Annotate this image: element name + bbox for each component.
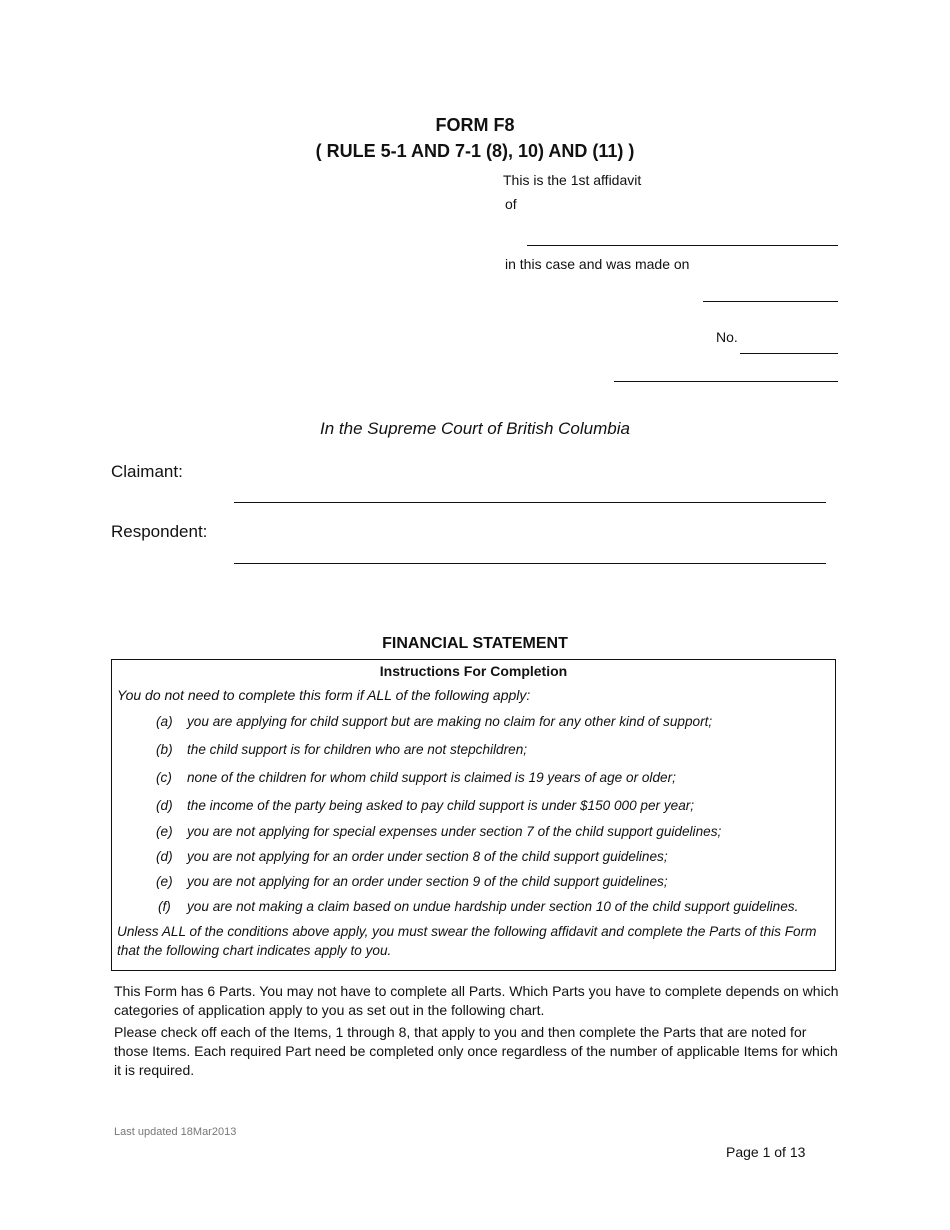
condition-text: you are not making a claim based on undue hardship under section 10 of the child support guidelines. xyxy=(187,899,799,914)
condition-text: you are applying for child support but are making no claim for any other kind of support; xyxy=(187,714,713,729)
condition-text: none of the children for whom child support is claimed is 19 years of age or older; xyxy=(187,770,676,785)
instructions-title: Instructions For Completion xyxy=(379,663,568,679)
condition-letter: (d) xyxy=(156,849,173,864)
last-updated: Last updated 18Mar2013 xyxy=(114,1126,237,1138)
affiant-name-line[interactable] xyxy=(527,245,838,246)
condition-text: you are not applying for an order under section 8 of the child support guidelines; xyxy=(187,849,668,864)
condition-letter: (d) xyxy=(156,798,173,813)
financial-statement-heading: FINANCIAL STATEMENT xyxy=(382,635,568,652)
registry-no-line[interactable] xyxy=(740,353,838,354)
registry-no-label: No. xyxy=(716,329,738,345)
claimant-label: Claimant: xyxy=(111,462,183,481)
affidavit-line-1: This is the 1st affidavit xyxy=(503,172,642,188)
condition-text: you are not applying for special expenses under section 7 of the child support guidelines; xyxy=(187,824,722,839)
condition-letter: (e) xyxy=(156,874,173,889)
condition-letter: (b) xyxy=(156,742,173,757)
respondent-line[interactable] xyxy=(234,563,826,564)
affidavit-line-2: of xyxy=(505,196,517,212)
condition-text: the child support is for children who are not stepchildren; xyxy=(187,742,528,757)
registry-location-line[interactable] xyxy=(614,381,838,382)
respondent-label: Respondent: xyxy=(111,522,208,541)
affidavit-date-line[interactable] xyxy=(703,301,838,302)
items-paragraph: Please check off each of the Items, 1 through 8, that apply to you and then complete the Parts that are noted for those Items. Each required Part need be completed only once regardless of the number of applicable Items for which it is required. xyxy=(114,1024,838,1078)
form-title: FORM F8 xyxy=(435,115,515,135)
condition-text: the income of the party being asked to pay child support is under $150 000 per year; xyxy=(187,798,695,813)
instructions-outro: Unless ALL of the conditions above apply, you must swear the following affidavit and complete the Parts of this Form that the following chart indicates apply to you. xyxy=(117,924,817,958)
condition-letter: (a) xyxy=(156,714,173,729)
rule-title: ( RULE 5-1 AND 7-1 (8), 10) AND (11) ) xyxy=(315,141,635,161)
condition-text: you are not applying for an order under section 9 of the child support guidelines; xyxy=(187,874,668,889)
court-name: In the Supreme Court of British Columbia xyxy=(320,419,630,438)
instructions-intro: You do not need to complete this form if ALL of the following apply: xyxy=(117,687,531,703)
instructions-box xyxy=(111,659,836,971)
condition-letter: (f) xyxy=(158,899,171,914)
affidavit-line-3: in this case and was made on xyxy=(505,256,690,272)
claimant-line[interactable] xyxy=(234,502,826,503)
parts-paragraph: This Form has 6 Parts. You may not have to complete all Parts. Which Parts you have to complete depends on which categories of application apply to you as set out in the following chart. xyxy=(114,983,839,1018)
page-number: Page 1 of 13 xyxy=(726,1144,806,1160)
condition-letter: (c) xyxy=(156,770,172,785)
condition-letter: (e) xyxy=(156,824,173,839)
